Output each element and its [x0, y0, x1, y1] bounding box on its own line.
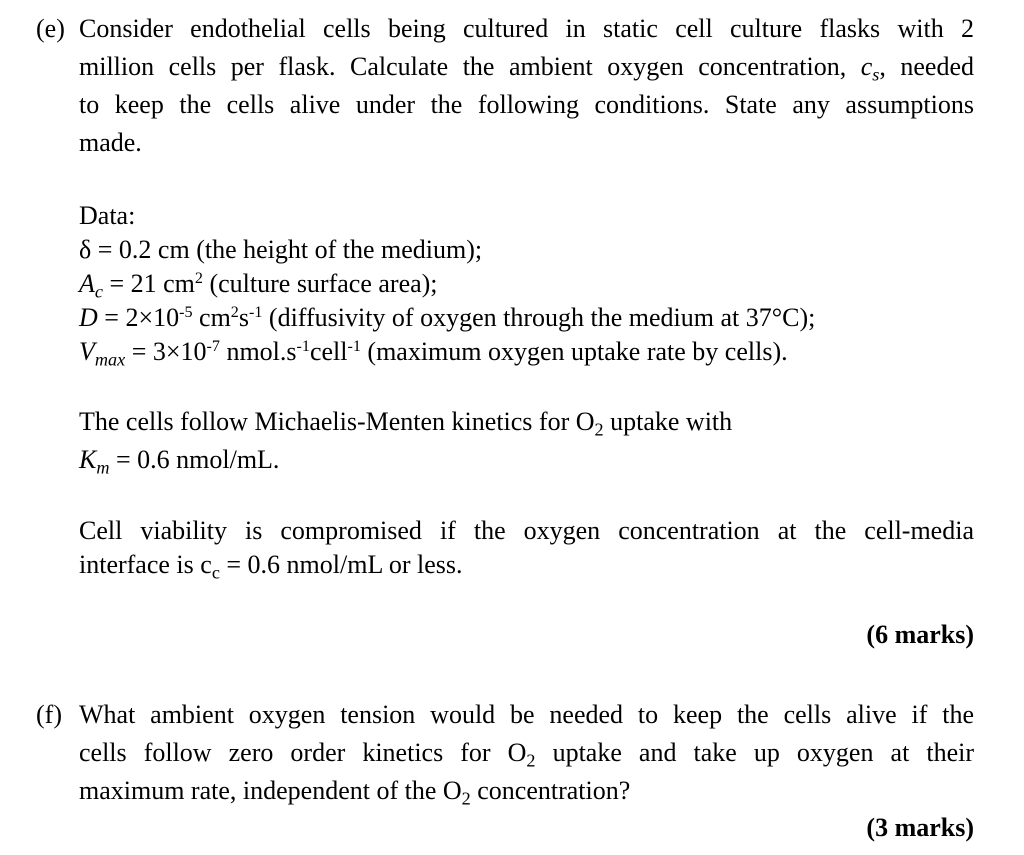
question-f-line-3: maximum rate, independent of the $O_2$ concentration?: [79, 776, 631, 809]
viability-line-2: interface is $c_c = 0.6$ nmol/mL or less.: [79, 550, 463, 583]
data-area: $A_c = 21$ $cm^2$ (culture surface area);: [79, 269, 438, 302]
marks-f: (3 marks): [866, 813, 974, 842]
question-f-body: [79, 696, 974, 810]
data-heading: Data:: [79, 201, 136, 230]
question-f-line-2: cells follow zero order kinetics for $O_2$ uptake and take up oxygen at their: [79, 738, 974, 771]
question-e-line-3: to keep the cells alive under the following conditions. State any assumptions: [79, 90, 974, 119]
question-e-line-4: made.: [79, 128, 142, 157]
data-delta: δ = 0.2 cm (the height of the medium);: [79, 235, 483, 264]
viability-line-1: Cell viability is compromised if the oxygen concentration at the cell-media: [79, 516, 974, 545]
question-e-body: [79, 10, 974, 162]
data-block: [79, 199, 974, 369]
kinetics-block: [79, 403, 974, 479]
question-f-label: (f): [36, 700, 62, 729]
question-e-label: (e): [36, 14, 65, 43]
question-e-line-1: Consider endothelial cells being cultured in static cell culture flasks with 2: [79, 14, 974, 43]
kinetics-line: The cells follow Michaelis-Menten kinetics for $O_2$ uptake with: [79, 407, 733, 440]
data-diffusivity: $D = 2\times 10^{-5}$ $cm^2s^{-1}$ (diffusivity of oxygen through the medium at 37°C);: [79, 303, 816, 332]
question-e-line-2: million cells per flask. Calculate the ambient oxygen concentration, $c_s$, needed: [79, 52, 974, 85]
data-vmax: $V_{max} = 3\times 10^{-7}$ $nmol.s^{-1}cell^{-1}$ (maximum oxygen uptake rate by cells).: [79, 337, 788, 370]
marks-e: (6 marks): [866, 620, 974, 649]
km-line: $K_m = 0.6$ nmol/mL.: [79, 445, 280, 478]
question-f-line-1: What ambient oxygen tension would be needed to keep the cells alive if the: [79, 700, 974, 729]
viability-block: [79, 514, 974, 582]
question-f: [36, 696, 974, 810]
question-e: [36, 10, 974, 162]
